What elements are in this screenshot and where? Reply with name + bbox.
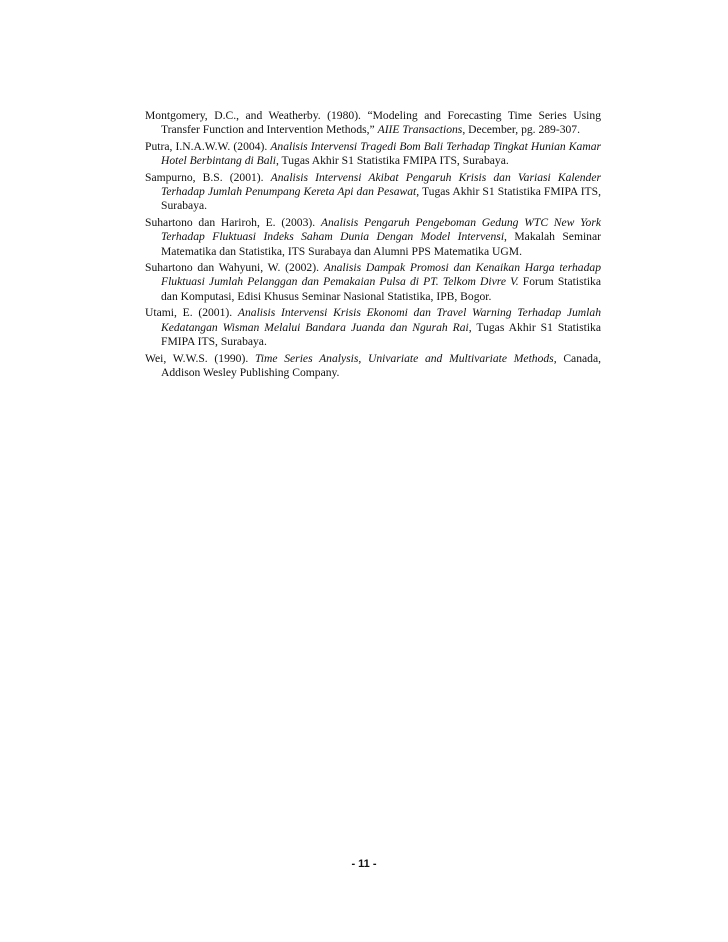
reference-authors-year: Putra, I.N.A.W.W. (2004). <box>145 139 271 153</box>
reference-entry <box>145 261 601 304</box>
reference-publication: , Tugas Akhir S1 Statistika FMIPA ITS, Surabaya. <box>161 185 601 213</box>
reference-publication: , Tugas Akhir S1 Statistika FMIPA ITS, Surabaya. <box>161 320 601 349</box>
reference-entry <box>145 109 601 138</box>
reference-entry <box>145 306 601 349</box>
reference-publication: , Makalah Seminar Matematika dan Statistika, ITS Surabaya dan Alumni PPS Matematika UGM. <box>161 230 601 258</box>
reference-entry <box>145 171 601 214</box>
reference-authors-year: Suhartono dan Wahyuni, W. (2002). <box>145 261 324 275</box>
reference-authors-year: Montgomery, D.C., and Weatherby. (1980). “Modeling and Forecasting Time Series Using Transfer Function and Intervention Methods,” <box>145 109 601 137</box>
reference-title: Analisis Dampak Promosi dan Kenaikan Harga terhadap Fluktuasi Jumlah Pelanggan dan Pemakaian Pulsa di PT. Telkom Divre V. <box>161 261 601 289</box>
reference-publication: , Tugas Akhir S1 Statistika FMIPA ITS, Surabaya. <box>275 154 509 168</box>
reference-title: Analisis Intervensi Krisis Ekonomi dan Travel Warning Terhadap Jumlah Kedatangan Wisman Melalui Bandara Juanda dan Ngurah Rai <box>161 306 601 334</box>
reference-entry <box>145 140 601 169</box>
reference-publication: Forum Statistika dan Komputasi, Edisi Khusus Seminar Nasional Statistika, IPB, Bogor. <box>161 275 601 303</box>
reference-title: AIIE Transactions <box>377 123 463 137</box>
reference-authors-year: Utami, E. (2001). <box>145 306 238 320</box>
reference-title: Analisis Intervensi Tragedi Bom Bali Terhadap Tingkat Hunian Kamar Hotel Berbintang di Bali <box>161 139 601 168</box>
reference-entry <box>145 352 601 381</box>
reference-authors-year: Wei, W.W.S. (1990). <box>145 351 255 365</box>
reference-publication: , Canada, Addison Wesley Publishing Company. <box>161 351 601 379</box>
page-number: - 11 - <box>351 858 377 870</box>
reference-entry <box>145 216 601 259</box>
reference-list <box>145 109 601 382</box>
reference-title: Analisis Pengaruh Pengeboman Gedung WTC New York Terhadap Fluktuasi Indeks Saham Dunia Dengan Model Intervensi <box>161 215 601 244</box>
reference-authors-year: Suhartono dan Hariroh, E. (2003). <box>145 215 321 229</box>
reference-title: Time Series Analysis, Univariate and Multivariate Methods <box>254 351 554 365</box>
reference-title: Analisis Intervensi Akibat Pengaruh Krisis dan Variasi Kalender Terhadap Jumlah Penumpang Kereta Api dan Pesawat <box>161 170 601 199</box>
reference-authors-year: Sampurno, B.S. (2001). <box>145 170 271 184</box>
reference-publication: , December, pg. 289-307. <box>462 123 581 137</box>
